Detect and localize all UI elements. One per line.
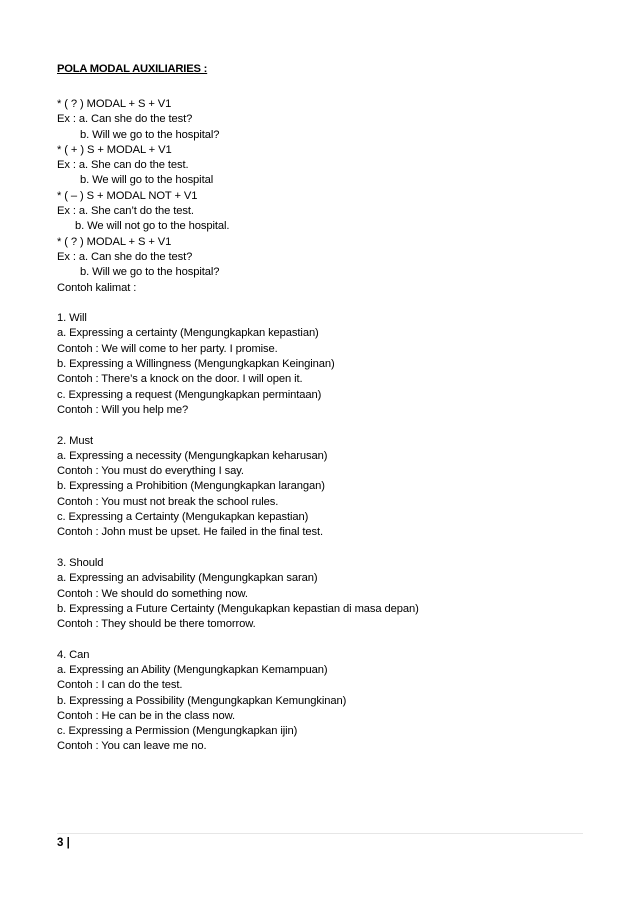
pattern-line: b. We will go to the hospital [80,174,214,187]
section-line: Contoh : There’s a knock on the door. I will open it. [57,373,303,386]
section-line: a. Expressing a certainty (Mengungkapkan kepastian) [57,327,319,340]
paragraph-gap [57,296,597,311]
section-line: Contoh : You must do everything I say. [57,465,244,478]
section-line: b. Expressing a Prohibition (Mengungkapkan larangan) [57,480,325,493]
footer-divider [57,833,583,834]
pattern-line: Ex : a. Can she do the test? [57,250,193,263]
pattern-line: b. We will not go to the hospital. [75,220,230,233]
pattern-line: Ex : a. She can do the test. [57,159,189,172]
section-line: c. Expressing a Permission (Mengungkapkan ijin) [57,725,298,738]
page-title: POLA MODAL AUXILIARIES : [57,63,208,75]
section-line: Contoh : You can leave me no. [57,740,207,753]
pattern-line: * ( ? ) MODAL + S + V1 [57,98,172,110]
pattern-line: b. Will we go to the hospital? [80,128,220,141]
paragraph-gap [57,541,597,556]
section-line: b. Expressing a Future Certainty (Mengukapkan kepastian di masa depan) [57,602,419,615]
page-number: 3 | [57,837,70,849]
section-heading: 4. Can [57,648,90,661]
section-line: Contoh : Will you help me? [57,403,189,416]
section-line: Contoh : We will come to her party. I promise. [57,342,278,355]
section-heading: 2. Must [57,434,93,447]
pattern-line: * ( – ) S + MODAL NOT + V1 [57,189,198,202]
section-line: a. Expressing an advisability (Mengungkapkan saran) [57,572,318,585]
pattern-line: Contoh kalimat : [57,281,137,294]
paragraph-gap [57,418,597,433]
section-line: c. Expressing a request (Mengungkapkan permintaan) [57,388,322,401]
section-line: b. Expressing a Possibility (Mengungkapkan Kemungkinan) [57,694,347,707]
section-line: Contoh : I can do the test. [57,679,183,692]
section-line: c. Expressing a Certainty (Mengukapkan kepastian) [57,511,309,524]
document-body [57,97,597,755]
section-line: b. Expressing a Willingness (Mengungkapkan Keinginan) [57,358,335,371]
pattern-line: Ex : a. She can’t do the test. [57,205,194,218]
section-heading: 1. Will [57,312,87,325]
section-line: a. Expressing an Ability (Mengungkapkan Kemampuan) [57,663,328,676]
paragraph-gap [57,632,597,647]
section-line: Contoh : He can be in the class now. [57,709,235,722]
pattern-line: b. Will we go to the hospital? [80,266,220,279]
section-line: Contoh : John must be upset. He failed in the final test. [57,526,324,539]
section-line: Contoh : They should be there tomorrow. [57,618,256,631]
section-line: Contoh : You must not break the school rules. [57,495,279,508]
pattern-line: * ( ? ) MODAL + S + V1 [57,235,172,248]
pattern-line: * ( + ) S + MODAL + V1 [57,143,172,156]
section-line: a. Expressing a necessity (Mengungkapkan keharusan) [57,449,328,462]
section-line: Contoh : We should do something now. [57,587,248,600]
pattern-line: Ex : a. Can she do the test? [57,113,193,126]
section-heading: 3. Should [57,556,104,569]
